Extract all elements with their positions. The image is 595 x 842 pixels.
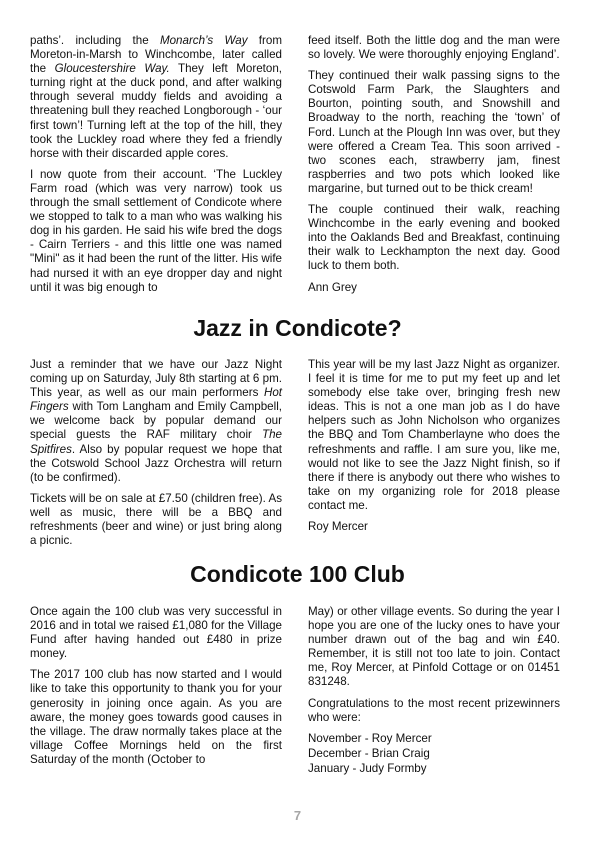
club-section xyxy=(30,605,560,776)
italic-title: Monarch’s Way xyxy=(159,34,248,47)
prizewinner-item: December - Brian Craig xyxy=(308,746,430,760)
prizewinners-list xyxy=(308,732,560,776)
club-right-paragraphs xyxy=(308,605,560,725)
paragraph: Just a reminder that we have our Jazz Night coming up on Saturday, July 8th starting at 6 pm. This year, as well as our main performers Hot Fingers with Tom Langham and Emily Campbell, we welcome back by popular demand our special guests the RAF military choir The Spitfires. Also by popular request we hope that the Cotswold School Jazz Orchestra will return (to be confirmed). xyxy=(30,358,282,484)
paragraph: I now quote from their account. ‘The Luckley Farm road (which was very narrow) took us through the small settlement of Condicote where we stopped to talk to a man who was walking his dog in his garden. He said his wife bred the dogs - Cairn Terriers - and this little one was named "Mini" as it had been the runt of the litter. His wife had nursed it with an eye dropper day and night until it was big enough to xyxy=(30,167,282,294)
prizewinner-item: November - Roy Mercer xyxy=(308,731,432,745)
jazz-right-paragraphs xyxy=(308,358,560,513)
jazz-left-column xyxy=(30,358,282,548)
paragraph: Congratulations to the most recent prizewinners who were: xyxy=(308,696,560,724)
paragraph: Tickets will be on sale at £7.50 (children free). As well as music, there will be a BBQ and refreshments (beer and wine) or just bring along a picnic. xyxy=(30,491,282,548)
italic-title: The Spitfires xyxy=(30,428,282,456)
paragraph: The 2017 100 club has now started and I would like to take this opportunity to thank you for your generosity in joining once again. As you are aware, the money goes towards good causes in the village. The draw normally takes place at the village Coffee Mornings held on the first Saturday of the month (October to xyxy=(30,668,282,766)
italic-title: Hot Fingers xyxy=(30,386,282,414)
article-walk-right-paragraphs xyxy=(308,34,560,274)
article-walk-left-column xyxy=(30,34,282,295)
italic-title: Gloucestershire Way. xyxy=(54,62,170,76)
page-number: 7 xyxy=(293,808,302,823)
paragraph: This year will be my last Jazz Night as organizer. I feel it is time for me to put my feet up and let somebody else take over, bringing fresh new ideas. This is not a one man job as I do have helpers such as John Nicholson who organizes the BBQ and Tom Chamberlayne who does the refreshments and raffle. I am sure you, like me, would not like to see the Jazz Night finish, so if there if there is anybody out there who wishes to take on my organizing role for 2018 please contact me. xyxy=(308,358,560,512)
paragraph: They continued their walk passing signs to the Cotswold Farm Park, the Slaughters and Bourton, pointing south, and Snowshill and Broadway to the north, reaching the ‘town’ of Ford. Lunch at the Plough Inn was over, but they were offered a Cream Tea. This soon arrived - two scones each, strawberry jam, finest raspberries and two pots which looked like margarine, but turned out to be thick cream! xyxy=(308,69,560,195)
paragraph: paths’. including the Monarch’s Way from Moreton-in-Marsh to Winchcombe, later called the Gloucestershire Way. They left Moreton, turning right at the duck pond, and after walking through several muddy fields and avoiding a threatening bull they reached Longborough - ‘our first town’! Turning left at the top of the hill, they took the Luckley road where they fed a friendly horse with their discarded apple cores. xyxy=(30,34,283,160)
prizewinner-item: January - Judy Formby xyxy=(308,761,427,775)
club-left-column xyxy=(30,605,282,776)
club-heading: Condicote 100 Club xyxy=(190,561,405,587)
paragraph: feed itself. Both the little dog and the man were so lovely. We were thoroughly enjoying England’. xyxy=(308,34,560,62)
jazz-section xyxy=(30,358,560,548)
article-walk-signature: Ann Grey xyxy=(308,280,357,294)
jazz-heading: Jazz in Condicote? xyxy=(193,315,402,341)
paragraph: May) or other village events. So during the year I hope you are one of the lucky ones to have your number drawn out of the bag and win £40. Remember, it is still not too late to join. Contact me, Roy Mercer, at Pinfold Cottage or on 01451 831248. xyxy=(308,605,560,689)
article-walk-section xyxy=(30,34,560,295)
jazz-right-column xyxy=(308,358,560,548)
article-walk-right-column xyxy=(308,34,560,295)
jazz-signature: Roy Mercer xyxy=(308,520,368,534)
club-right-column xyxy=(308,605,560,776)
paragraph: Once again the 100 club was very successful in 2016 and in total we raised £1,080 for the Village Fund after having handed out £480 in prize money. xyxy=(30,605,282,661)
paragraph: The couple continued their walk, reaching Winchcombe in the early evening and booked into the Oaklands Bed and Breakfast, continuing their walk to Leckhampton the next day. Good luck to them both. xyxy=(308,203,560,273)
